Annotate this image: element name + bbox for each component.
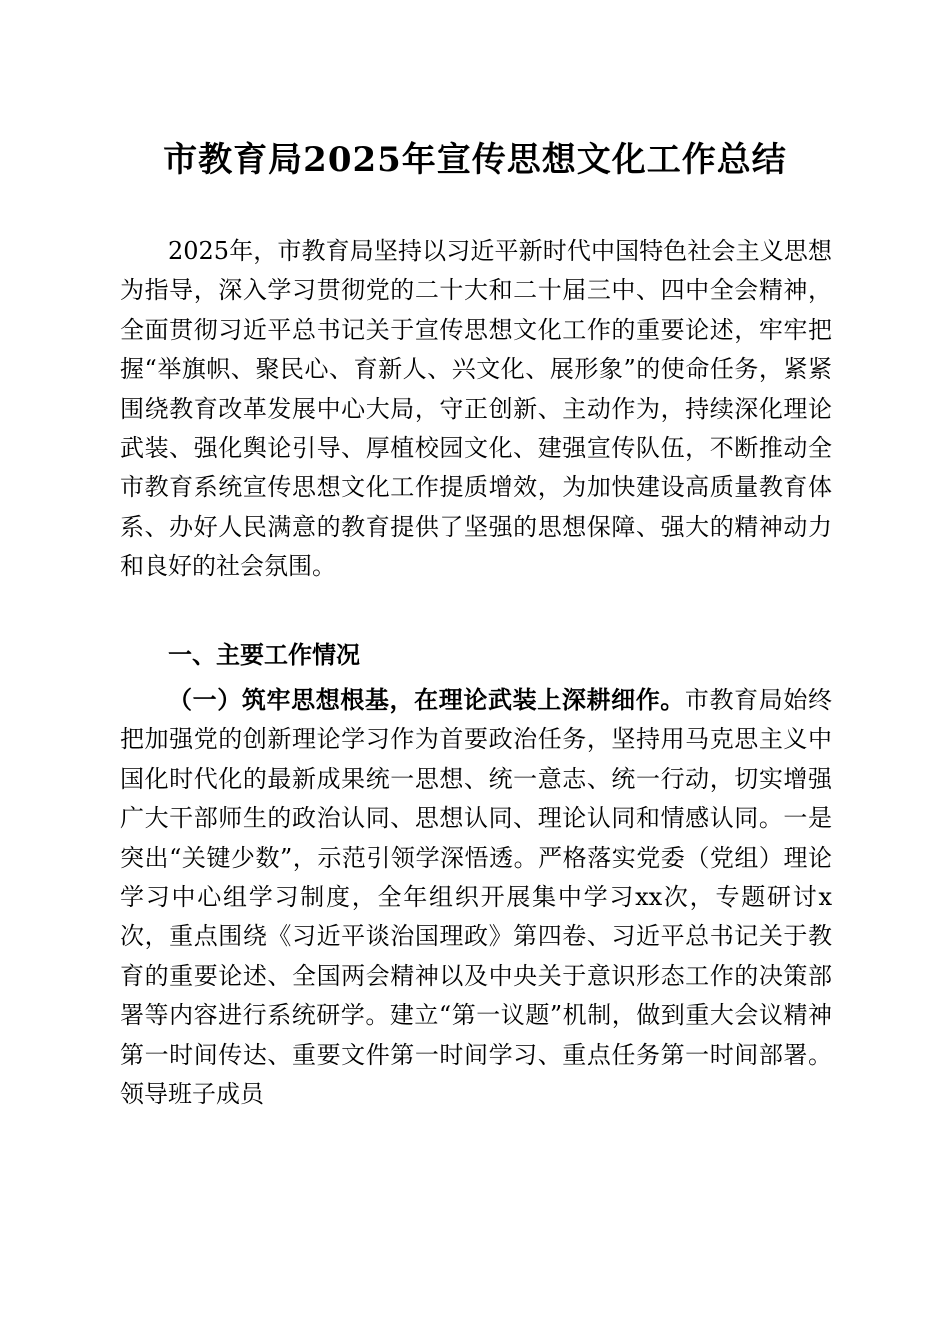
section-heading: 一、主要工作情况 — [168, 641, 360, 669]
subsection-paragraph — [120, 680, 832, 1114]
subsection-body: 市教育局始终把加强党的创新理论学习作为首要政治任务，坚持用马克思主义中国化时代化的最新成果统一思想、统一意志、统一行动，切实增强广大干部师生的政治认同、思想认同、理论认同和情感认同。一是突出“关键少数”，示范引领学深悟透。严格落实党委（党组）理论学习中心组学习制度，全年组织开展集中学习xx次，专题研讨x次，重点围绕《习近平谈治国理政》第四卷、习近平总书记关于教育的重要论述、全国两会精神以及中央关于意识形态工作的决策部署等内容进行系统研学。建立“第一议题”机制，做到重大会议精神第一时间传达、重要文件第一时间学习、重点任务第一时间部署。领导班子成员 — [120, 686, 832, 1109]
subsection-lead: （一）筑牢思想根基，在理论武装上深耕细作。 — [168, 685, 685, 714]
intro-paragraph: 2025年，市教育局坚持以习近平新时代中国特色社会主义思想为指导，深入学习贯彻党的二十大和二十届三中、四中全会精神，全面贯彻习近平总书记关于宣传思想文化工作的重要论述，牢牢把握“举旗帜、聚民心、育新人、兴文化、展形象”的使命任务，紧紧围绕教育改革发展中心大局，守正创新、主动作为，持续深化理论武装、强化舆论引导、厚植校园文化、建强宣传队伍，不断推动全市教育系统宣传思想文化工作提质增效，为加快建设高质量教育体系、办好人民满意的教育提供了坚强的思想保障、强大的精神动力和良好的社会氛围。 — [120, 237, 832, 581]
document-title: 市教育局2025年宣传思想文化工作总结 — [163, 140, 787, 180]
